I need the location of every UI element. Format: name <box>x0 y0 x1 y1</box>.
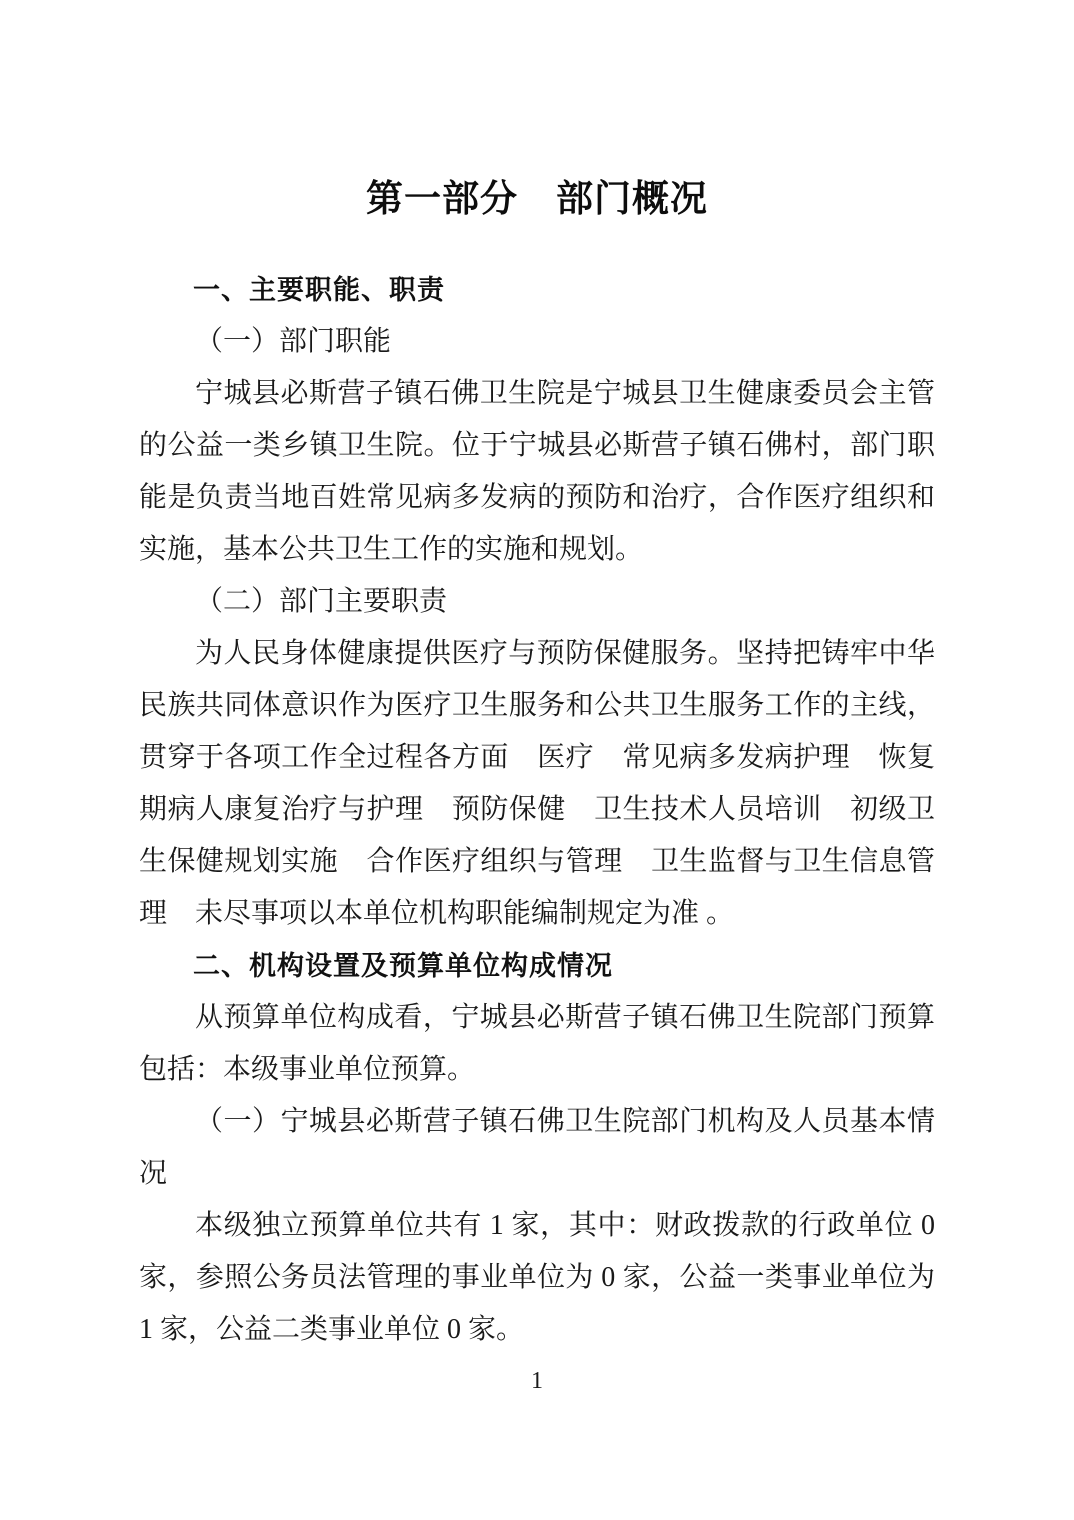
page-number: 1 <box>531 1368 543 1394</box>
subheading-department-duties: （二）部门主要职责 <box>195 586 448 617</box>
paragraph-budget-composition: 从预算单位构成看，宁城县必斯营子镇石佛卫生院部门预算包括：本级事业单位预算。 <box>139 1002 935 1085</box>
section-heading-org-setup: 二、机构设置及预算单位构成情况 <box>193 951 613 981</box>
subheading-org-personnel-basics: （一）宁城县必斯营子镇石佛卫生院部门机构及人员基本情况 <box>139 1106 935 1189</box>
paragraph-budget-unit-counts: 本级独立预算单位共有 1 家，其中：财政拨款的行政单位 0 家，参照公务员法管理的事业单位为 0 家，公益一类事业单位为 1 家，公益二类事业单位 0 家。 <box>139 1210 935 1345</box>
document-content <box>139 176 935 1356</box>
paragraph-department-duties: 为人民身体健康提供医疗与预防保健服务。坚持把铸牢中华民族共同体意识作为医疗卫生服务和公共卫生服务工作的主线，贯穿于各项工作全过程各方面 医疗 常见病多发病护理 恢复期病人康复治疗与护理 预防保健 卫生技术人员培训 初级卫生保健规划实施 合作医疗组织与管理 卫生监督与卫生信息管理 未尽事项以本单位机构职能编制规定为准 。 <box>139 638 935 929</box>
section-heading-main-functions: 一、主要职能、职责 <box>193 275 445 305</box>
document-title: 第一部分 部门概况 <box>366 179 708 220</box>
subheading-department-functions: （一）部门职能 <box>195 326 392 357</box>
paragraph-department-functions: 宁城县必斯营子镇石佛卫生院是宁城县卫生健康委员会主管的公益一类乡镇卫生院。位于宁城县必斯营子镇石佛村，部门职能是负责当地百姓常见病多发病的预防和治疗，合作医疗组织和实施，基本公共卫生工作的实施和规划。 <box>139 378 935 565</box>
